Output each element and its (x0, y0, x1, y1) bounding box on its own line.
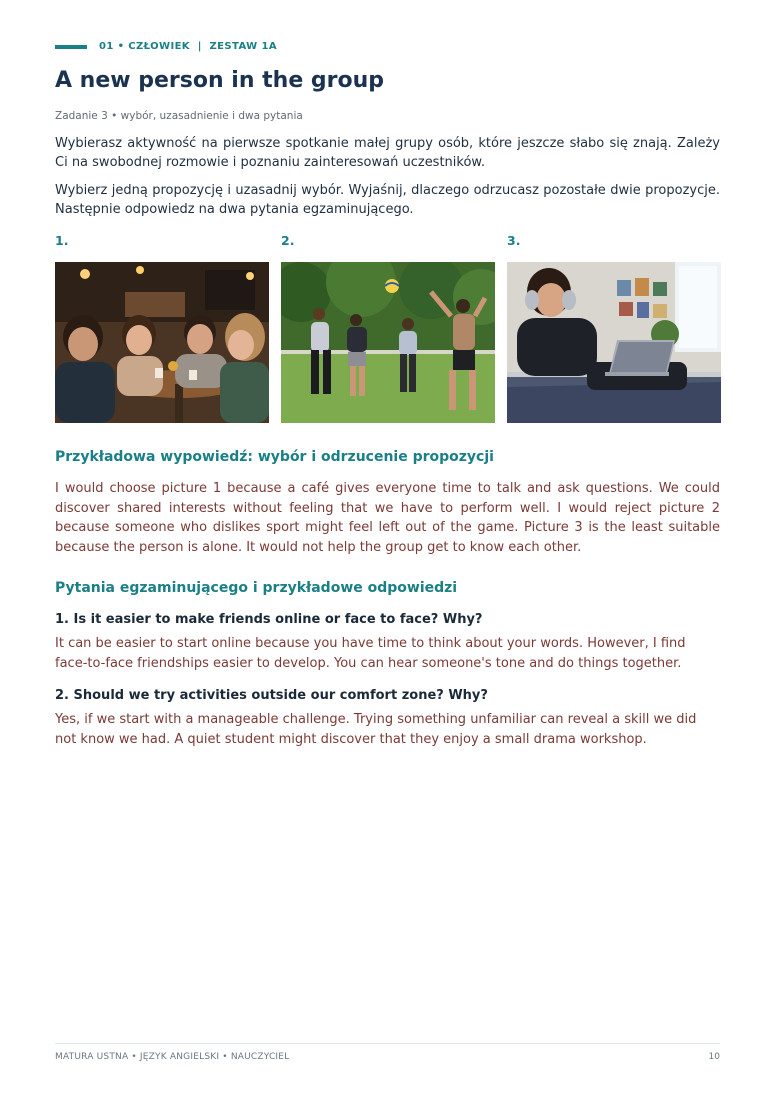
header-label: 01 • CZŁOWIEK | ZESTAW 1A (99, 41, 277, 52)
answer-2: Yes, if we start with a manageable challenge. Trying something unfamiliar can reveal a skill we did not know we had. A quiet student might discover that they enjoy a small drama workshop. (55, 712, 697, 747)
sample-answer-heading: Przykładowa wypowiedź: wybór i odrzucenie propozycji (55, 449, 494, 465)
picture-alone-laptop (507, 262, 721, 423)
footer-label: MATURA USTNA • JĘZYK ANGIELSKI • NAUCZYCIEL (55, 1052, 290, 1062)
picture-park-volleyball (281, 262, 495, 423)
intro-paragraph-1: Wybierasz aktywność na pierwsze spotkanie małej grupy osób, które jeszcze słabo się znają. Zależy Ci na swobodnej rozmowie i poznaniu zainteresowań uczestników. (55, 136, 720, 170)
question-2: 2. Should we try activities outside our comfort zone? Why? (55, 688, 488, 703)
picture-number-1: 1. (55, 233, 69, 248)
picture-number-2: 2. (281, 233, 295, 248)
sample-answer-text: I would choose picture 1 because a café gives everyone time to talk and ask questions. We could discover shared interests without feeling that we have to perform well. I would reject picture 2 because someone who dislikes sport might feel left out of the game. Picture 3 is the least suitable because the person is alone. It would not help the group get to know each other. (55, 481, 720, 555)
picture-number-3: 3. (507, 233, 521, 248)
section-header (55, 41, 277, 52)
examiner-questions-heading: Pytania egzaminującego i przykładowe odpowiedzi (55, 580, 458, 596)
question-1: 1. Is it easier to make friends online or face to face? Why? (55, 612, 483, 627)
page-number: 10 (708, 1052, 720, 1062)
header-accent-bar (55, 45, 87, 49)
picture-cafe-group (55, 262, 269, 423)
footer-divider (55, 1043, 720, 1044)
intro-paragraph-2: Wybierz jedną propozycję i uzasadnij wybór. Wyjaśnij, dlaczego odrzucasz pozostałe dwie propozycje. Następnie odpowiedz na dwa pytania egzaminującego. (55, 183, 720, 217)
page-title: A new person in the group (55, 68, 385, 93)
task-subtitle: Zadanie 3 • wybór, uzasadnienie i dwa pytania (55, 110, 303, 122)
answer-1: It can be easier to start online because you have time to think about your words. However, I find face-to-face friendships easier to develop. You can hear someone's tone and do things together. (55, 636, 686, 671)
